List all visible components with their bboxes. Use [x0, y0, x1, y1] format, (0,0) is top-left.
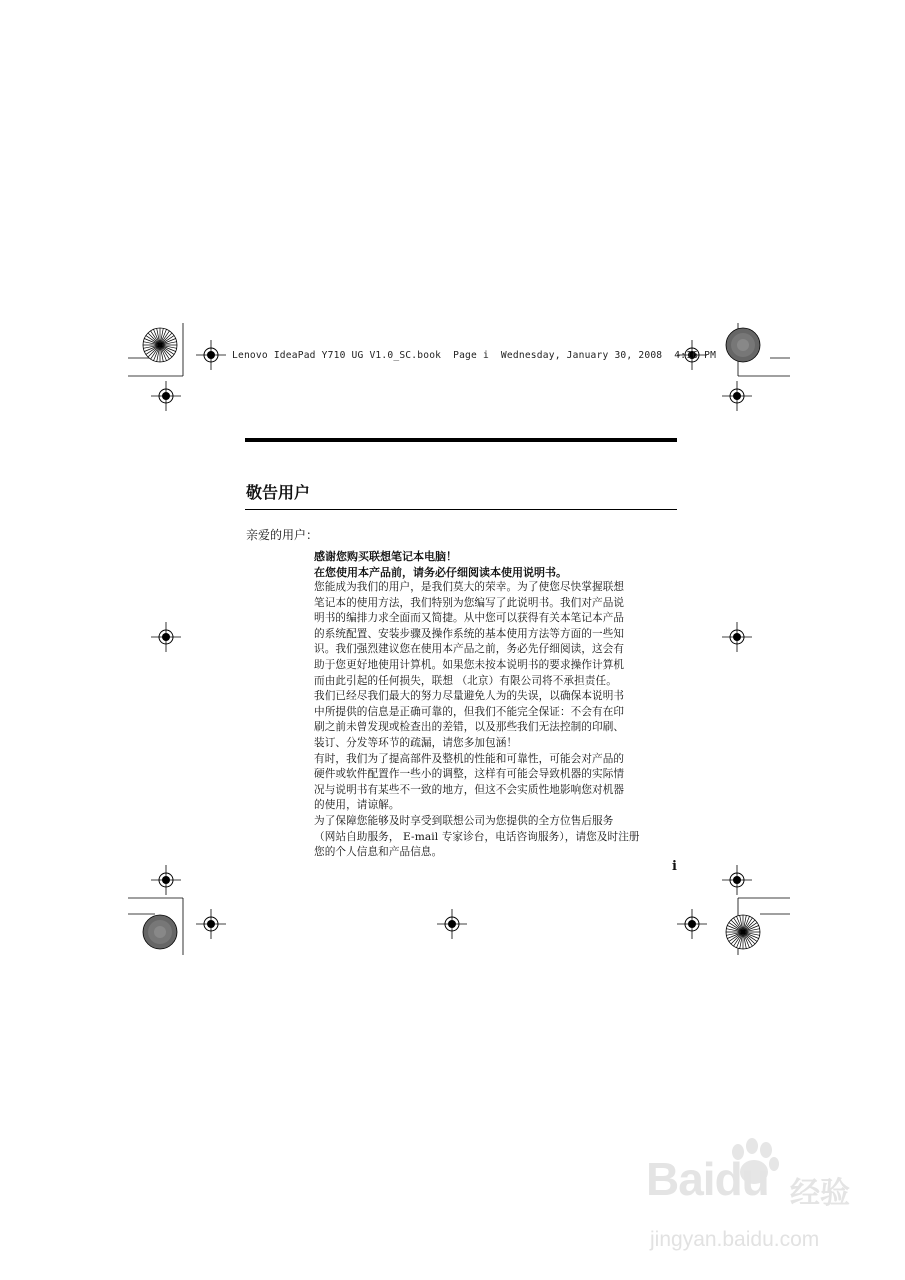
- body-line: 笔记本的使用方法，我们特别为您编写了此说明书。我们对产品说: [314, 596, 625, 609]
- page-title: 敬告用户: [246, 483, 311, 502]
- body-line: 刷之前未曾发现或检查出的差错，以及那些我们无法控制的印刷、: [314, 721, 625, 734]
- body-line: 的使用，请谅解。: [314, 799, 400, 812]
- body-line: 您的个人信息和产品信息。: [314, 846, 443, 859]
- watermark-url: jingyan.baidu.com: [650, 1228, 820, 1251]
- greeting: 亲爱的用户：: [246, 528, 319, 542]
- body-line: 的系统配置、安装步骤及操作系统的基本使用方法等方面的一些知: [314, 627, 625, 640]
- body-line: 硬件或软件配置作一些小的调整，这样有可能会导致机器的实际情: [314, 768, 625, 781]
- body-text: [314, 549, 674, 861]
- body-line: 助于您更好地使用计算机。如果您未按本说明书的要求操作计算机: [314, 658, 625, 671]
- bold-line: 感谢您购买联想笔记本电脑！: [314, 550, 457, 563]
- body-line: 您能成为我们的用户，是我们莫大的荣幸。为了使您尽快掌握联想: [314, 581, 625, 593]
- bold-line: 在您使用本产品前，请务必仔细阅读本使用说明书。: [314, 565, 567, 579]
- body-line: 为了保障您能够及时享受到联想公司为您提供的全方位售后服务: [314, 814, 614, 827]
- title-rule: [245, 509, 677, 510]
- baidu-watermark: [640, 1138, 860, 1270]
- top-rule: [245, 438, 677, 442]
- page-number: i: [672, 859, 677, 874]
- body-line: 明书的编排力求全面而又简捷。从中您可以获得有关本笔记本产品: [314, 612, 625, 625]
- watermark-cn: 经验: [790, 1176, 850, 1211]
- body-line: 而由此引起的任何损失，联想 （北京）有限公司将不承担责任。: [314, 674, 617, 687]
- watermark-logo: Baidu: [646, 1153, 769, 1205]
- body-line: 识。我们强烈建议您在使用本产品之前，务必先仔细阅读，这会有: [314, 643, 625, 656]
- body-line: 况与说明书有某些不一致的地方，但这不会实质性地影响您对机器: [314, 783, 625, 796]
- body-line: 我们已经尽我们最大的努力尽量避免人为的失误，以确保本说明书: [314, 690, 625, 703]
- body-line: （网站自助服务， E-mail 专家诊台，电话咨询服务），请您及时注册: [314, 830, 640, 843]
- body-line: 中所提供的信息是正确可靠的，但我们不能完全保证：不会有在印: [314, 705, 625, 718]
- book-header: Lenovo IdeaPad Y710 UG V1.0_SC.book Page i Wednesday, January 30, 2008 4:16 PM: [232, 350, 717, 361]
- body-line: 装订、分发等环节的疏漏，请您多加包涵！: [314, 736, 518, 749]
- body-line: 有时，我们为了提高部件及整机的性能和可靠性，可能会对产品的: [314, 752, 625, 765]
